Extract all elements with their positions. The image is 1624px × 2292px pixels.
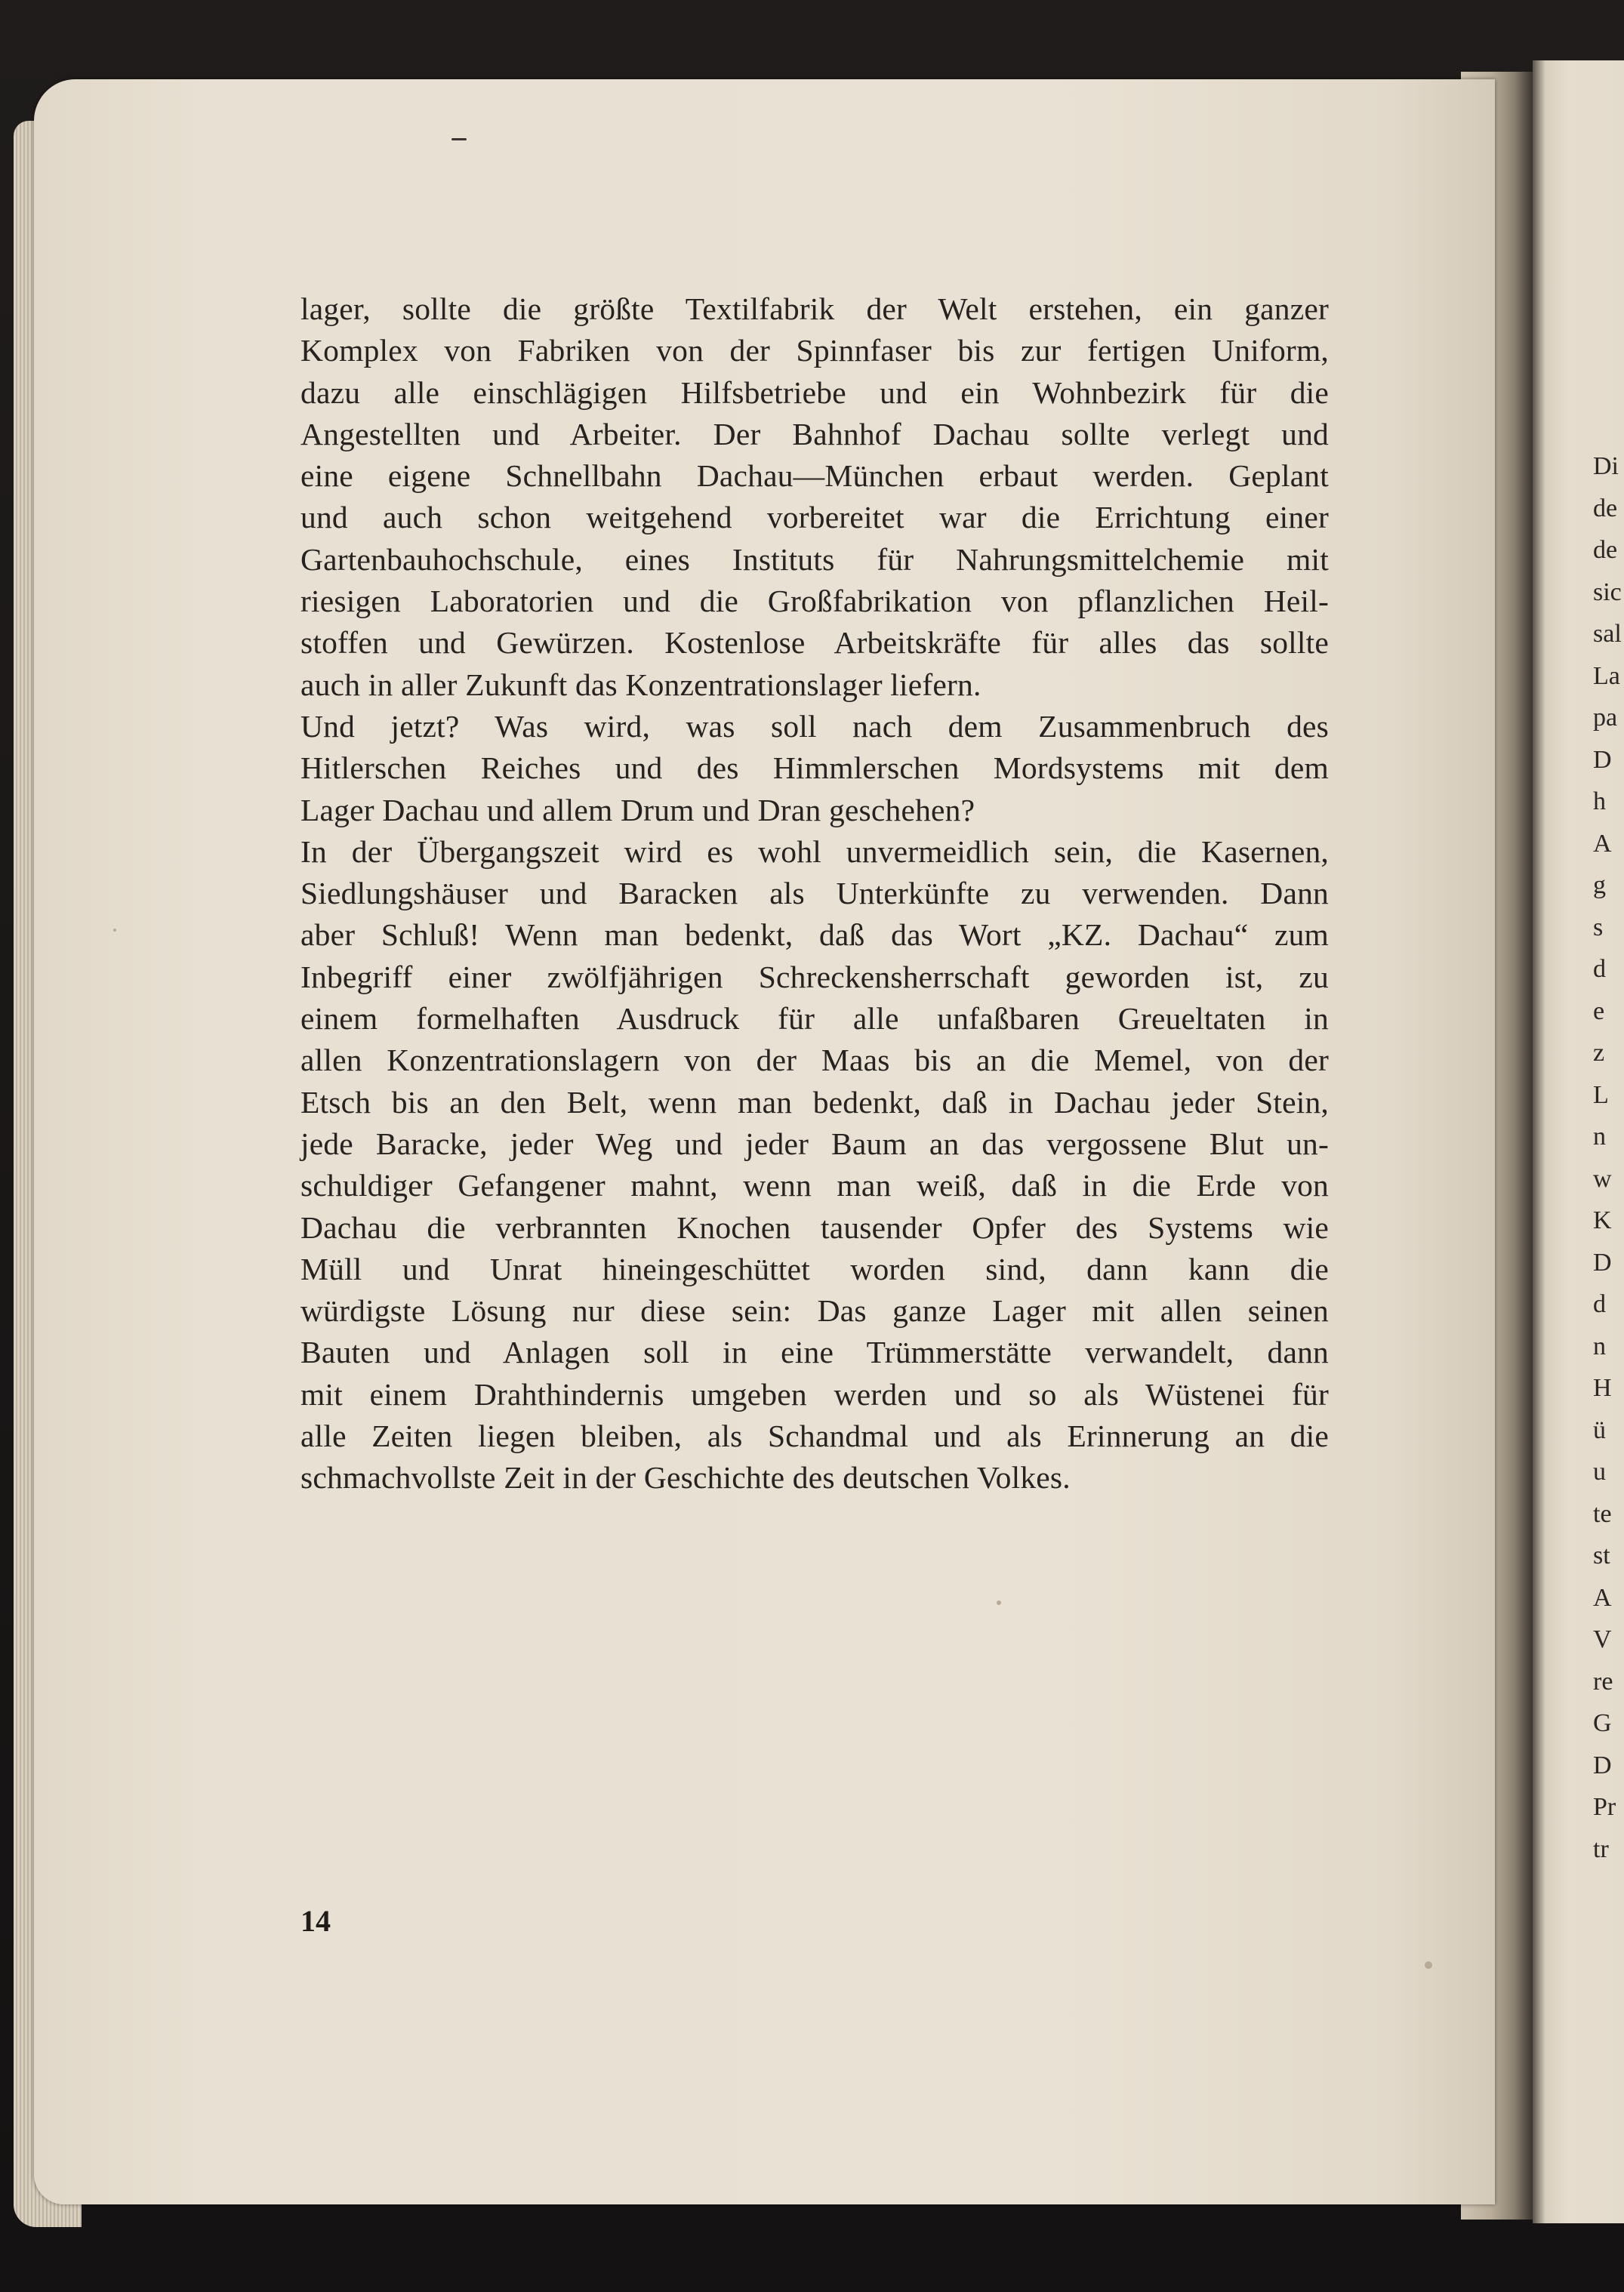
page-number: 14 [300,1904,331,1938]
facing-page-fragment: de [1593,494,1618,522]
facing-page-fragment: st [1593,1542,1610,1570]
text-line: riesigen Laboratorien und die Großfabrikation von pflanzlichen Heil- [300,584,1329,619]
text-line: jede Baracke, jeder Weg und jeder Baum an das vergossene Blut un- [300,1126,1329,1161]
facing-page-fragment: L [1593,1080,1609,1109]
facing-page-fragment: D [1593,1751,1612,1779]
text-line: allen Konzentrationslagern von der Maas bis an die Memel, von der [300,1043,1329,1078]
text-line: eine eigene Schnellbahn Dachau—München erbaut werden. Geplant [300,458,1329,494]
facing-page-fragment: V [1593,1625,1612,1653]
facing-page-fragment: w [1593,1164,1612,1193]
facing-page-fragment: de [1593,536,1618,564]
facing-page-fragment: D [1593,745,1612,774]
facing-page-fragment: G [1593,1709,1612,1737]
facing-page-fragment: sic [1593,578,1622,606]
facing-page-fragment: g [1593,871,1606,899]
text-line: In der Übergangszeit wird es wohl unvermeidlich sein, die Kasernen, [300,833,1329,869]
facing-page-fragment: A [1593,829,1612,858]
text-line: Angestellten und Arbeiter. Der Bahnhof Dachau sollte verlegt und [300,416,1329,451]
text-line: alle Zeiten liegen bleiben, als Schandmal und als Erinnerung an die [300,1419,1329,1454]
facing-page-fragment: e [1593,997,1605,1025]
facing-page-fragment: n [1593,1332,1606,1360]
paper-speck [1425,1961,1432,1969]
facing-page-fragment: D [1593,1248,1612,1277]
text-line: Dachau die verbrannten Knochen tausender Opfer des Systems wie [300,1209,1329,1245]
facing-page-fragment: h [1593,787,1606,815]
facing-page-fragment: u [1593,1458,1606,1486]
text-line: Gartenbauhochschule, eines Instituts für Nahrungsmittelchemie mit [300,541,1329,577]
facing-page-fragment: n [1593,1123,1606,1151]
facing-page-fragment: d [1593,1290,1606,1318]
facing-page-fragment: tr [1593,1835,1609,1863]
text-line: mit einem Drahthindernis umgeben werden und so als Wüstenei für [300,1376,1329,1412]
facing-page-fragment: H [1593,1374,1612,1402]
text-line: lager, sollte die größte Textilfabrik der Welt erstehen, ein ganzer [300,291,1329,326]
text-line: Komplex von Fabriken von der Spinnfaser bis zur fertigen Uniform, [300,333,1329,368]
facing-page-fragment: pa [1593,704,1618,732]
facing-page-fragment: Di [1593,452,1619,480]
facing-page-fragment: re [1593,1667,1613,1696]
body-text [300,288,1329,1499]
facing-page-fragment: K [1593,1206,1612,1234]
text-line: dazu alle einschlägigen Hilfsbetriebe und ein Wohnbezirk für die [300,374,1329,410]
text-line: Müll und Unrat hineingeschüttet worden sind, dann kann die [300,1251,1329,1286]
text-line: Lager Dachau und allem Drum und Dran geschehen? [300,792,975,827]
facing-page-fragment: s [1593,913,1604,941]
text-line: Hitlerschen Reiches und des Himmlerschen Mordsystems mit dem [300,750,1329,786]
paper-speck [113,929,116,932]
facing-page-fragment: sal [1593,620,1622,648]
facing-page-fragment: ü [1593,1416,1606,1444]
facing-page-text [1593,445,1622,1870]
text-line: stoffen und Gewürzen. Kostenlose Arbeitskräfte für alles das sollte [300,625,1329,661]
text-line: schuldiger Gefangener mahnt, wenn man weiß, daß in die Erde von [300,1168,1329,1203]
facing-page-fragment: te [1593,1499,1612,1528]
text-line: Bauten und Anlagen soll in eine Trümmerstätte verwandelt, dann [300,1335,1329,1370]
facing-page-fragment: La [1593,661,1620,690]
text-line: Siedlungshäuser und Baracken als Unterkünfte zu verwenden. Dann [300,876,1329,911]
text-line: Etsch bis an den Belt, wenn man bedenkt, daß in Dachau jeder Stein, [300,1084,1329,1120]
facing-page-fragment: A [1593,1583,1612,1612]
text-line: auch in aller Zukunft das Konzentrationslager liefern. [300,667,981,702]
facing-page-fragment: z [1593,1039,1605,1067]
ink-mark [451,138,467,140]
text-line: und auch schon weitgehend vorbereitet war die Errichtung einer [300,500,1329,535]
text-line: einem formelhaften Ausdruck für alle unfaßbaren Greueltaten in [300,1001,1329,1037]
text-line: Und jetzt? Was wird, was soll nach dem Zusammenbruch des [300,708,1329,744]
text-line: Inbegriff einer zwölfjährigen Schreckensherrschaft geworden ist, zu [300,959,1329,994]
text-line: aber Schluß! Wenn man bedenkt, daß das Wort „KZ. Dachau“ zum [300,917,1329,953]
facing-page-fragment: d [1593,955,1606,983]
facing-page-fragment: Pr [1593,1793,1616,1821]
text-line: würdigste Lösung nur diese sein: Das ganze Lager mit allen seinen [300,1293,1329,1329]
text-line: schmachvollste Zeit in der Geschichte des deutschen Volkes. [300,1460,1071,1496]
paper-speck [997,1600,1001,1605]
